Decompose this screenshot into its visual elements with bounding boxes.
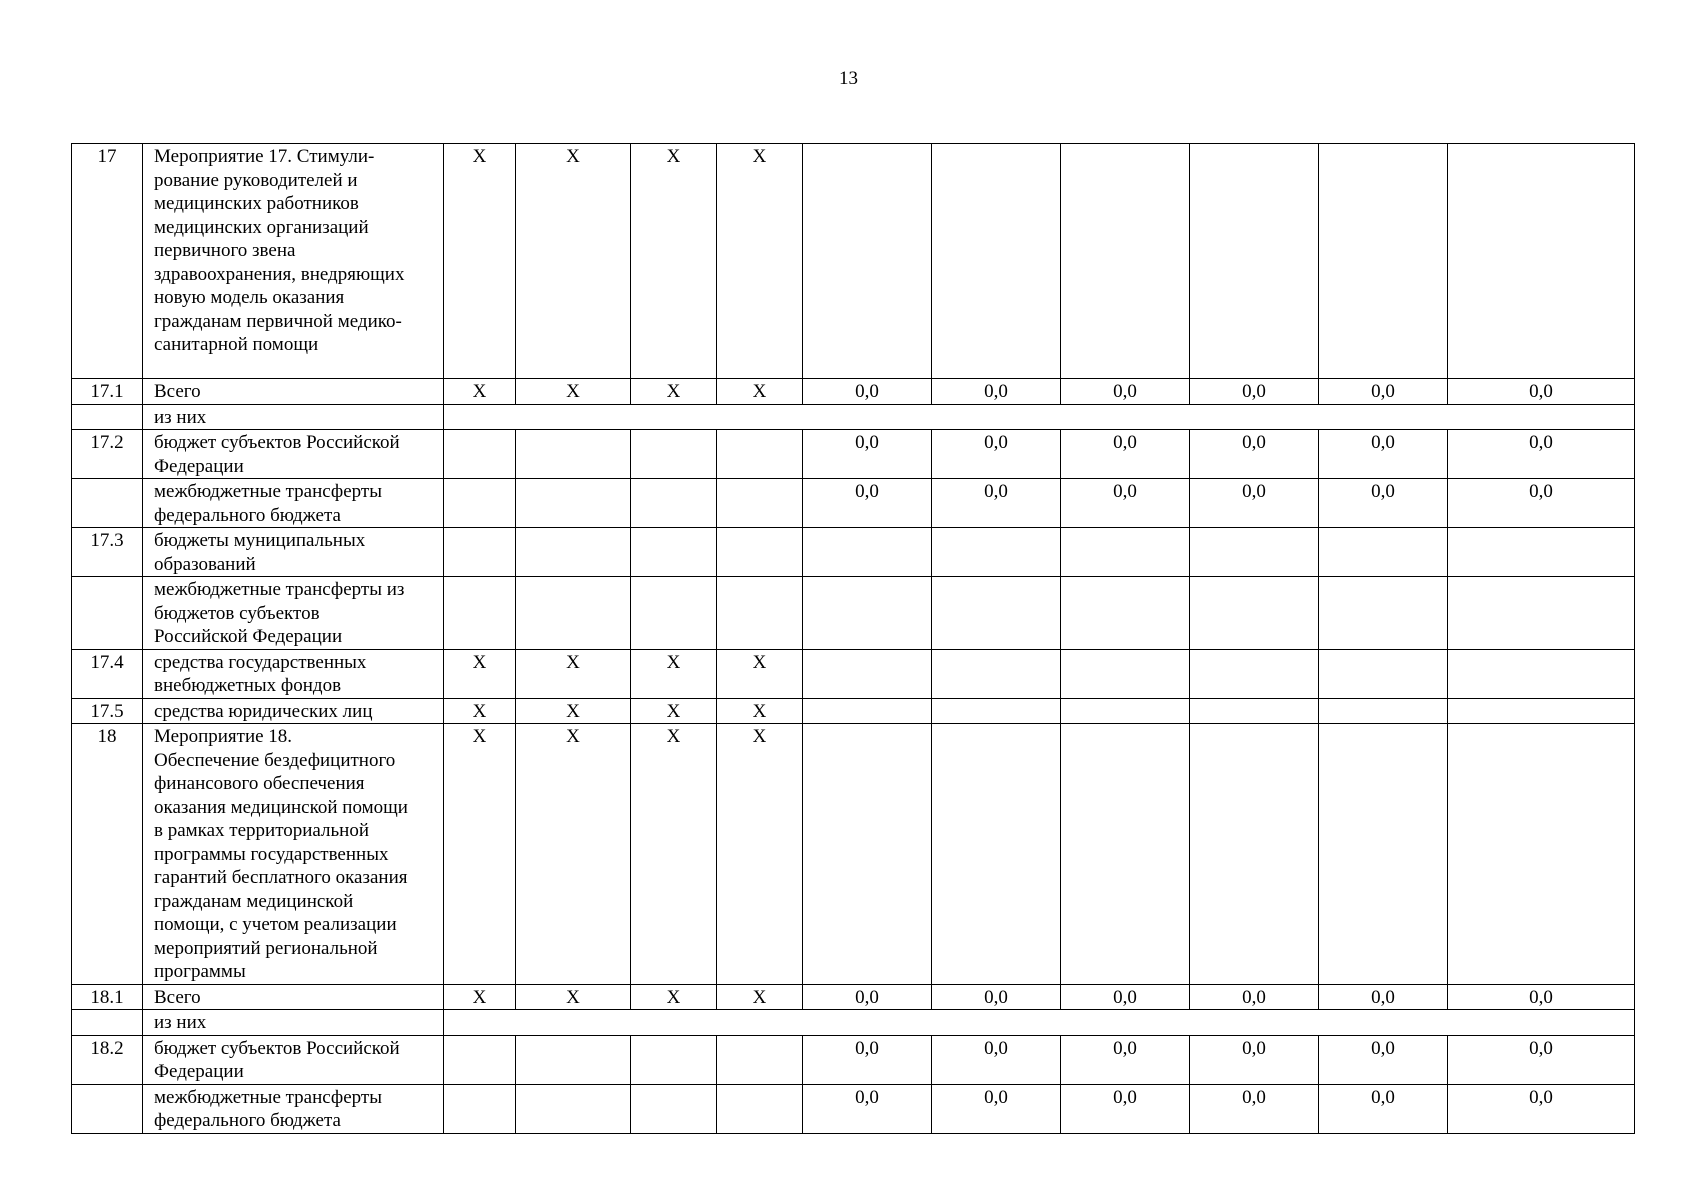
value-cell: 0,0 — [1190, 1035, 1319, 1084]
table-row — [72, 984, 1635, 1010]
page-number: 13 — [839, 68, 858, 89]
table-row — [72, 649, 1635, 698]
mark-cell — [444, 577, 516, 650]
mark-cell — [516, 479, 631, 528]
value-cell — [1319, 649, 1448, 698]
value-cell: 0,0 — [932, 430, 1061, 479]
table-row — [72, 724, 1635, 985]
mark-cell: X — [717, 379, 803, 405]
row-number-cell: 18.1 — [72, 984, 143, 1010]
mark-cell: X — [717, 698, 803, 724]
value-cell — [803, 577, 932, 650]
mark-cell: X — [631, 698, 717, 724]
mark-cell: X — [516, 724, 631, 985]
mark-cell — [516, 1084, 631, 1133]
value-cell — [1061, 144, 1190, 379]
value-cell: 0,0 — [1061, 430, 1190, 479]
value-cell: 0,0 — [1061, 379, 1190, 405]
value-cell — [803, 724, 932, 985]
row-description-cell: межбюджетные трансферты из бюджетов субъектов Российской Федерации — [143, 577, 444, 650]
value-cell: 0,0 — [1319, 1084, 1448, 1133]
mark-cell: X — [717, 649, 803, 698]
row-number-cell: 17.2 — [72, 430, 143, 479]
table-row — [72, 1084, 1635, 1133]
mark-cell: X — [444, 144, 516, 379]
row-description-cell: Всего — [143, 379, 444, 405]
mark-cell: X — [444, 724, 516, 985]
mark-cell — [631, 528, 717, 577]
row-number-cell — [72, 479, 143, 528]
value-cell — [1448, 698, 1635, 724]
row-number-cell — [72, 404, 143, 430]
value-cell: 0,0 — [803, 1035, 932, 1084]
mark-cell: X — [444, 698, 516, 724]
value-cell: 0,0 — [803, 984, 932, 1010]
row-number-cell: 17.4 — [72, 649, 143, 698]
row-number-cell — [72, 577, 143, 650]
table-row — [72, 528, 1635, 577]
value-cell — [1061, 698, 1190, 724]
mark-cell — [516, 430, 631, 479]
value-cell — [1319, 528, 1448, 577]
value-cell — [1448, 649, 1635, 698]
row-description-cell: Всего — [143, 984, 444, 1010]
value-cell — [932, 577, 1061, 650]
row-number-cell: 17 — [72, 144, 143, 379]
row-description-cell: межбюджетные трансферты федерального бюджета — [143, 479, 444, 528]
value-cell: 0,0 — [932, 479, 1061, 528]
table-row — [72, 379, 1635, 405]
table-row — [72, 1010, 1635, 1036]
mark-cell: X — [631, 649, 717, 698]
value-cell — [803, 144, 932, 379]
row-number-cell: 18 — [72, 724, 143, 985]
mark-cell: X — [516, 144, 631, 379]
value-cell: 0,0 — [1061, 984, 1190, 1010]
row-description-cell: из них — [143, 404, 444, 430]
row-description-cell: бюджеты муниципальных образований — [143, 528, 444, 577]
value-cell: 0,0 — [1190, 479, 1319, 528]
value-cell: 0,0 — [932, 379, 1061, 405]
value-cell — [1061, 724, 1190, 985]
mark-cell: X — [717, 984, 803, 1010]
mark-cell — [717, 1084, 803, 1133]
row-number-cell — [72, 1084, 143, 1133]
mark-cell — [717, 1035, 803, 1084]
value-cell: 0,0 — [1190, 379, 1319, 405]
mark-cell: X — [631, 379, 717, 405]
mark-cell — [631, 1035, 717, 1084]
mark-cell — [631, 1084, 717, 1133]
value-cell: 0,0 — [932, 984, 1061, 1010]
value-cell: 0,0 — [1190, 430, 1319, 479]
value-cell — [1190, 698, 1319, 724]
budget-table-body — [72, 144, 1635, 1134]
value-cell: 0,0 — [803, 479, 932, 528]
value-cell: 0,0 — [1319, 984, 1448, 1010]
mark-cell: X — [516, 698, 631, 724]
value-cell: 0,0 — [803, 379, 932, 405]
mark-cell — [444, 1084, 516, 1133]
row-description-cell: бюджет субъектов Российской Федерации — [143, 1035, 444, 1084]
value-cell — [932, 528, 1061, 577]
mark-cell — [631, 577, 717, 650]
mark-cell — [717, 528, 803, 577]
row-number-cell: 17.1 — [72, 379, 143, 405]
mark-cell: X — [631, 144, 717, 379]
table-row — [72, 430, 1635, 479]
value-cell — [1448, 528, 1635, 577]
value-cell — [1190, 724, 1319, 985]
value-cell — [1319, 698, 1448, 724]
value-cell: 0,0 — [1448, 379, 1635, 405]
value-cell: 0,0 — [932, 1035, 1061, 1084]
value-cell: 0,0 — [1319, 379, 1448, 405]
value-cell — [1319, 577, 1448, 650]
value-cell: 0,0 — [803, 1084, 932, 1133]
table-row — [72, 1035, 1635, 1084]
merged-empty-cell — [444, 404, 1635, 430]
mark-cell: X — [516, 649, 631, 698]
row-number-cell: 17.5 — [72, 698, 143, 724]
value-cell: 0,0 — [1190, 984, 1319, 1010]
value-cell — [1061, 577, 1190, 650]
value-cell: 0,0 — [1319, 479, 1448, 528]
mark-cell — [516, 577, 631, 650]
value-cell — [932, 649, 1061, 698]
value-cell — [932, 698, 1061, 724]
mark-cell — [516, 1035, 631, 1084]
mark-cell: X — [631, 984, 717, 1010]
value-cell: 0,0 — [1448, 1084, 1635, 1133]
value-cell — [1190, 144, 1319, 379]
row-description-cell: Мероприятие 17. Стимули- рование руководителей и медицинских работников медицинских организаций первичного звена здравоохранения, внедряющих новую модель оказания гражданам первичной медико- санитарной помощи — [143, 144, 444, 379]
mark-cell — [717, 577, 803, 650]
value-cell — [932, 724, 1061, 985]
value-cell — [803, 698, 932, 724]
row-description-cell: средства государственных внебюджетных фондов — [143, 649, 444, 698]
value-cell — [1319, 144, 1448, 379]
table-row — [72, 404, 1635, 430]
value-cell — [1448, 144, 1635, 379]
value-cell: 0,0 — [803, 430, 932, 479]
table-row — [72, 144, 1635, 379]
table-row — [72, 577, 1635, 650]
value-cell: 0,0 — [1061, 1084, 1190, 1133]
mark-cell — [717, 479, 803, 528]
value-cell: 0,0 — [1061, 479, 1190, 528]
mark-cell: X — [444, 984, 516, 1010]
value-cell: 0,0 — [932, 1084, 1061, 1133]
mark-cell: X — [717, 144, 803, 379]
row-description-cell: Мероприятие 18. Обеспечение бездефицитного финансового обеспечения оказания медицинской помощи в рамках территориальной программы государственных гарантий бесплатного оказания гражданам медицинской помощи, с учетом реализации мероприятий региональной программы — [143, 724, 444, 985]
merged-empty-cell — [444, 1010, 1635, 1036]
mark-cell — [444, 479, 516, 528]
value-cell: 0,0 — [1319, 1035, 1448, 1084]
mark-cell: X — [444, 649, 516, 698]
budget-table — [71, 143, 1635, 1134]
value-cell — [1448, 577, 1635, 650]
value-cell: 0,0 — [1190, 1084, 1319, 1133]
row-description-cell: средства юридических лиц — [143, 698, 444, 724]
mark-cell: X — [516, 984, 631, 1010]
row-description-cell: бюджет субъектов Российской Федерации — [143, 430, 444, 479]
value-cell — [1319, 724, 1448, 985]
table-row — [72, 698, 1635, 724]
mark-cell: X — [717, 724, 803, 985]
row-description-cell: из них — [143, 1010, 444, 1036]
row-number-cell: 17.3 — [72, 528, 143, 577]
mark-cell — [717, 430, 803, 479]
value-cell: 0,0 — [1319, 430, 1448, 479]
value-cell: 0,0 — [1448, 1035, 1635, 1084]
mark-cell — [631, 430, 717, 479]
value-cell — [1190, 649, 1319, 698]
value-cell: 0,0 — [1448, 984, 1635, 1010]
mark-cell — [516, 528, 631, 577]
mark-cell: X — [516, 379, 631, 405]
mark-cell: X — [631, 724, 717, 985]
value-cell — [1061, 528, 1190, 577]
value-cell — [1061, 649, 1190, 698]
table-row — [72, 479, 1635, 528]
mark-cell: X — [444, 379, 516, 405]
row-description-cell: межбюджетные трансферты федерального бюджета — [143, 1084, 444, 1133]
mark-cell — [444, 1035, 516, 1084]
mark-cell — [444, 430, 516, 479]
value-cell — [803, 528, 932, 577]
value-cell — [803, 649, 932, 698]
row-number-cell — [72, 1010, 143, 1036]
value-cell — [1190, 528, 1319, 577]
value-cell: 0,0 — [1061, 1035, 1190, 1084]
value-cell — [932, 144, 1061, 379]
value-cell: 0,0 — [1448, 479, 1635, 528]
row-number-cell: 18.2 — [72, 1035, 143, 1084]
mark-cell — [444, 528, 516, 577]
value-cell — [1448, 724, 1635, 985]
value-cell: 0,0 — [1448, 430, 1635, 479]
value-cell — [1190, 577, 1319, 650]
mark-cell — [631, 479, 717, 528]
